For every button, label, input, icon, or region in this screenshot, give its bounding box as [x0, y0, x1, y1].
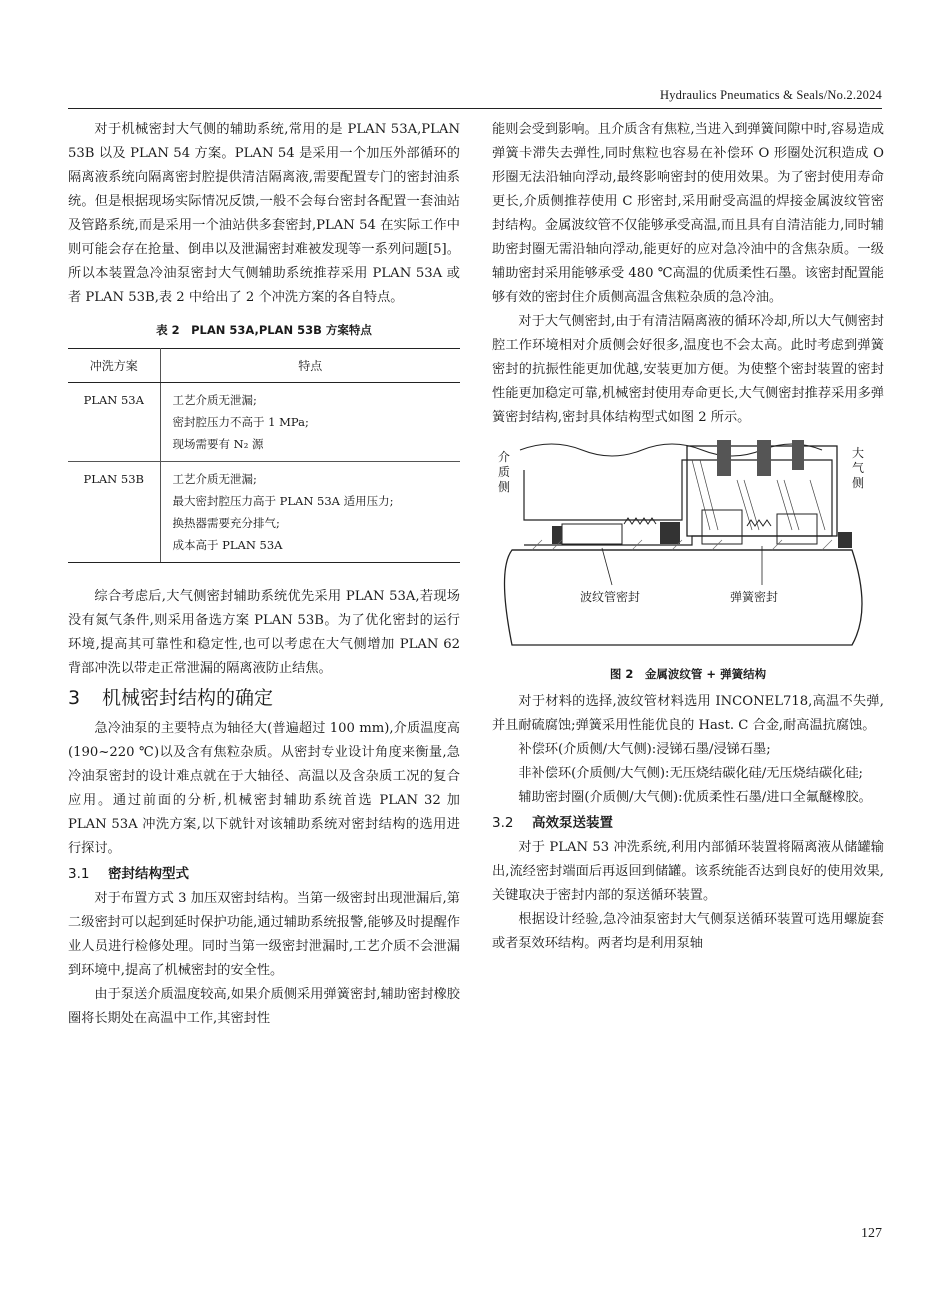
table-caption: 表 2 PLAN 53A,PLAN 53B 方案特点	[156, 323, 372, 337]
section-heading-3-2	[492, 812, 884, 834]
paragraph: 对于布置方式 3 加压双密封结构。当第一级密封出现泄漏后,第二级密封可以起到延时保护功能,通过辅助系统报警,能够及时提醒作业人员进行检修处理。同时当第一级密封泄漏时,工艺介质不会泄漏到环境中,提高了机械密封的安全性。	[68, 891, 460, 978]
paragraph: 急冷油泵的主要特点为轴径大(普遍超过 100 mm),介质温度高(190~220 ℃)以及含有焦粒杂质。从密封专业设计角度来衡量,急冷油泵密封的设计难点就在于大轴径、高温以及含杂质工况的复合应用。通过前面的分析,机械密封辅助系统首选 PLAN 32 加 PLAN 53A 冲洗方案,以下就针对该辅助系统对密封结构的选用进行探讨。	[68, 721, 460, 856]
table-header-features: 特点	[160, 349, 460, 383]
medium-side-label: 介质侧	[498, 450, 511, 494]
table-cell-features	[160, 462, 460, 563]
section-number: 3	[68, 687, 81, 709]
feature-line: 现场需要有 N₂ 源	[172, 437, 264, 451]
right-column	[492, 118, 884, 956]
table-row	[68, 383, 460, 462]
paragraph: 对于大气侧密封,由于有清洁隔离液的循环冷却,所以大气侧密封腔工作环境相对介质侧会好很多,温度也不会太高。此时考虑到弹簧密封的抗振性能更加优越,安装更加方便。为使整个密封装置的密封性能更加稳定可靠,机械密封使用寿命更长,大气侧密封推荐采用多弹簧密封结构,密封具体结构型式如图 2 所示。	[492, 314, 884, 425]
paragraph: 根据设计经验,急冷油泵密封大气侧泵送循环装置可选用螺旋套或者泵效环结构。两者均是利用泵轴	[492, 912, 884, 951]
paragraph: 对于 PLAN 53 冲洗系统,利用内部循环装置将隔离液从储罐输出,流经密封端面后再返回到储罐。该系统能否达到良好的使用效果,关键取决于密封内部的泵送循环装置。	[492, 840, 884, 903]
paragraph: 辅助密封圈(介质侧/大气侧):优质柔性石墨/进口全氟醚橡胶。	[518, 790, 872, 805]
feature-line: 最大密封腔压力高于 PLAN 53A 适用压力;	[172, 494, 394, 508]
feature-line: 工艺介质无泄漏;	[172, 472, 257, 486]
seal-diagram	[492, 440, 884, 660]
bellows-seal-label: 波纹管密封	[580, 590, 641, 604]
plan-table	[68, 348, 460, 563]
section-title: 机械密封结构的确定	[102, 687, 274, 709]
feature-line: 换热器需要充分排气;	[172, 516, 280, 530]
paragraph: 能则会受到影响。且介质含有焦粒,当进入到弹簧间隙中时,容易造成弹簧卡滞失去弹性,同时焦粒也容易在补偿环 O 形圈处沉积造成 O 形圈无法沿轴向浮动,最终影响密封的使用效果。为了密封使用寿命更长,介质侧推荐使用 C 形密封,采用耐受高温的焊接金属波纹管密封结构。金属波纹管不仅能够承受高温,而且具有自清洁能力,同时辅助密封圈无需沿轴向浮动,能更好的应对急冷油中的含焦杂质。一级辅助密封采用能够承受 480 ℃高温的优质柔性石墨。该密封配置能够有效的密封住介质侧高温含焦粒杂质的急冷油。	[492, 122, 884, 305]
spring-seal-label: 弹簧密封	[730, 590, 779, 604]
section-number: 3.2	[492, 815, 514, 831]
feature-line: 工艺介质无泄漏;	[172, 393, 257, 407]
paragraph: 对于材料的选择,波纹管材料选用 INCONEL718,高温不失弹,并且耐硫腐蚀;弹簧采用性能优良的 Hast. C 合金,耐高温抗腐蚀。	[492, 694, 884, 733]
section-heading-3-1	[68, 863, 460, 885]
page-number: 127	[861, 1226, 882, 1241]
paragraph: 补偿环(介质侧/大气侧):浸锑石墨/浸锑石墨;	[518, 742, 771, 757]
table-row	[68, 462, 460, 563]
paragraph: 综合考虑后,大气侧密封辅助系统优先采用 PLAN 53A,若现场没有氮气条件,则采用备选方案 PLAN 53B。为了优化密封的运行环境,提高其可靠性和稳定性,也可以考虑在大气侧增加 PLAN 62 背部冲洗以带走正常泄漏的隔离液防止结焦。	[68, 589, 460, 676]
table-cell-features	[160, 383, 460, 462]
running-header: Hydraulics Pneumatics & Seals/No.2.2024	[659, 88, 882, 102]
paragraph: 非补偿环(介质侧/大气侧):无压烧结碳化硅/无压烧结碳化硅;	[518, 766, 863, 781]
feature-line: 成本高于 PLAN 53A	[172, 538, 283, 552]
paragraph: 由于泵送介质温度较高,如果介质侧采用弹簧密封,辅助密封橡胶圈将长期处在高温中工作,其密封性	[68, 987, 460, 1026]
section-title: 密封结构型式	[108, 866, 189, 882]
feature-line: 密封腔压力不高于 1 MPa;	[172, 415, 309, 429]
header-rule	[68, 108, 882, 109]
table-cell-scheme: PLAN 53A	[68, 383, 160, 462]
seal-figure	[492, 440, 884, 660]
section-heading-3	[68, 683, 460, 713]
left-column	[68, 118, 460, 1031]
figure-caption: 图 2 金属波纹管 + 弹簧结构	[609, 667, 767, 681]
atmospheric-side-label: 大气侧	[852, 446, 865, 490]
paragraph: 对于机械密封大气侧的辅助系统,常用的是 PLAN 53A,PLAN 53B 以及 PLAN 54 方案。PLAN 54 是采用一个加压外部循环的隔离液系统向隔离密封腔提供清洁隔离液,需要配置专门的密封油系统。但是根据现场实际情况反馈,一般不会每台密封各配置一套油站及管路系统,而是采用一个油站供多套密封,PLAN 54 在实际工作中则可能会存在抢量、倒串以及泄漏密封难被发现等一系列问题[5]。所以本装置急冷油泵密封大气侧辅助系统推荐采用 PLAN 53A 或者 PLAN 53B,表 2 中给出了 2 个冲洗方案的各自特点。	[68, 122, 460, 305]
table-header-scheme: 冲洗方案	[68, 349, 160, 383]
section-number: 3.1	[68, 866, 90, 882]
table-cell-scheme: PLAN 53B	[68, 462, 160, 563]
section-title: 高效泵送装置	[532, 815, 613, 831]
